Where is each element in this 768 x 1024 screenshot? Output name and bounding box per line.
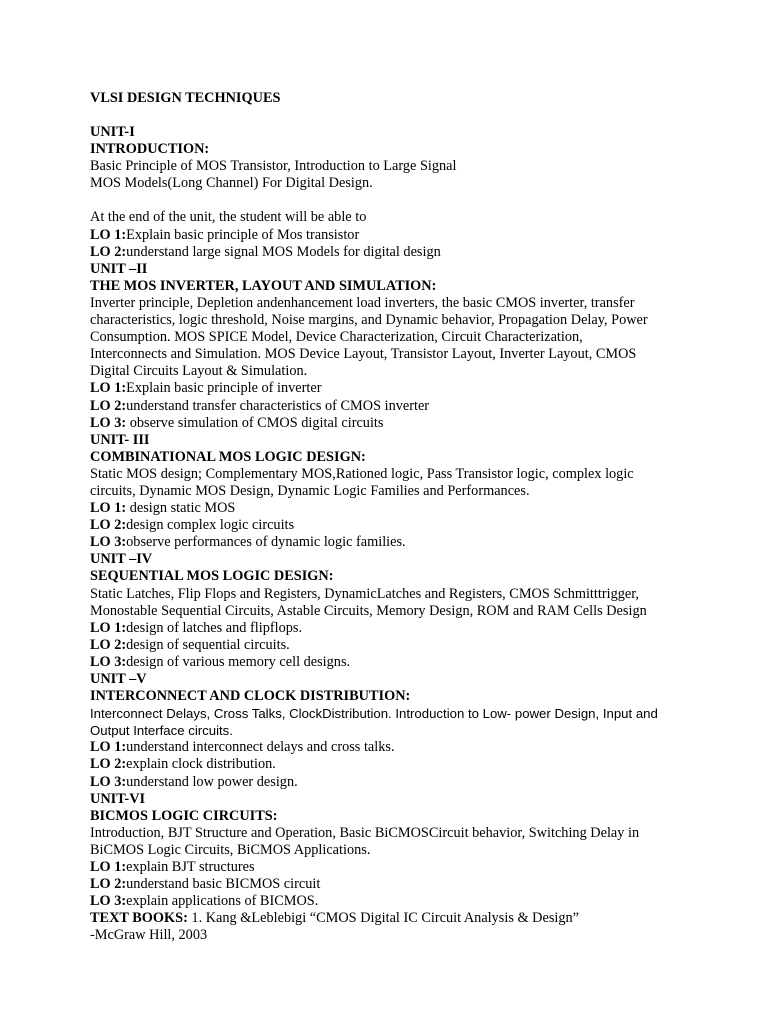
unit-description-line: Static MOS design; Complementary MOS,Rationed logic, Pass Transistor logic, complex logic — [90, 465, 634, 482]
text-books-entry: 1. Kang &Leblebigi “CMOS Digital IC Circuit Analysis & Design” — [187, 910, 579, 927]
learning-outcome-code: LO 2: — [90, 397, 127, 414]
unit-description-line: Output Interface circuits. — [90, 723, 233, 739]
learning-outcome — [90, 534, 680, 551]
learning-outcome-code: LO 3: — [90, 653, 127, 670]
syllabus-document — [90, 90, 680, 945]
unit-heading: COMBINATIONAL MOS LOGIC DESIGN: — [90, 448, 366, 465]
learning-outcome — [90, 227, 680, 244]
paragraph-gap — [90, 192, 680, 209]
unit-description-line: Interconnect Delays, Cross Talks, ClockDistribution. Introduction to Low- power Design, Input and — [90, 706, 658, 722]
learning-outcome-code: LO 1: — [90, 380, 127, 397]
learning-outcome — [90, 739, 680, 756]
unit-heading: THE MOS INVERTER, LAYOUT AND SIMULATION: — [90, 277, 437, 294]
learning-outcome-code: LO 1: — [90, 859, 127, 876]
learning-outcome-code: LO 1: — [90, 500, 127, 517]
learning-outcome-text: design static MOS — [126, 500, 236, 517]
learning-outcome-text: Explain basic principle of inverter — [126, 380, 322, 397]
learning-outcome — [90, 654, 680, 671]
unit-heading: SEQUENTIAL MOS LOGIC DESIGN: — [90, 568, 334, 585]
learning-outcome — [90, 244, 680, 261]
text-books-label: TEXT BOOKS: — [90, 910, 188, 927]
learning-outcome — [90, 876, 680, 893]
learning-outcome-text: understand basic BICMOS circuit — [126, 876, 321, 893]
learning-outcome-text: understand transfer characteristics of CMOS inverter — [126, 397, 430, 414]
learning-outcome-text: observe simulation of CMOS digital circuits — [126, 414, 384, 431]
learning-outcome-text: explain applications of BICMOS. — [126, 893, 319, 910]
learning-outcome — [90, 500, 680, 517]
unit-heading: INTRODUCTION: — [90, 141, 210, 158]
learning-outcome-code: LO 3: — [90, 773, 127, 790]
text-books-line — [90, 910, 680, 927]
unit-section — [90, 671, 680, 791]
learning-outcome — [90, 415, 680, 432]
unit-description-line: Basic Principle of MOS Transistor, Introduction to Large Signal — [90, 158, 457, 175]
unit-heading: BICMOS LOGIC CIRCUITS: — [90, 807, 278, 824]
unit-description-line: Interconnects and Simulation. MOS Device Layout, Transistor Layout, Inverter Layout, CMOS — [90, 346, 637, 363]
learning-outcome-code: LO 2: — [90, 636, 127, 653]
learning-outcome-text: design complex logic circuits — [126, 517, 295, 534]
unit-section — [90, 432, 680, 552]
learning-outcome — [90, 756, 680, 773]
learning-outcome-text: design of various memory cell designs. — [126, 653, 351, 670]
learning-outcome-text: understand large signal MOS Models for digital design — [126, 243, 441, 260]
learning-outcome — [90, 398, 680, 415]
unit-label: UNIT –V — [90, 671, 147, 687]
learning-outcome-code: LO 2: — [90, 756, 127, 773]
unit-section — [90, 261, 680, 432]
learning-outcome-text: design of sequential circuits. — [126, 636, 290, 653]
learning-outcome-text: understand interconnect delays and cross talks. — [126, 739, 395, 756]
learning-outcome-code: LO 2: — [90, 243, 127, 260]
learning-outcome-code: LO 3: — [90, 414, 127, 431]
learning-outcome-code: LO 1: — [90, 619, 127, 636]
learning-outcome — [90, 637, 680, 654]
unit-description-line: Static Latches, Flip Flops and Registers, DynamicLatches and Registers, CMOS Schmitttrigger, — [90, 585, 639, 602]
learning-outcome — [90, 893, 680, 910]
learning-outcome — [90, 380, 680, 397]
learning-outcome-text: explain BJT structures — [126, 859, 255, 876]
learning-outcome — [90, 774, 680, 791]
learning-outcome-text: observe performances of dynamic logic families. — [126, 534, 406, 551]
learning-outcome — [90, 620, 680, 637]
learning-outcome-code: LO 3: — [90, 534, 127, 551]
learning-outcome-text: design of latches and flipflops. — [126, 619, 303, 636]
unit-description-line: Consumption. MOS SPICE Model, Device Characterization, Circuit Characterization, — [90, 329, 583, 346]
unit-description-line: MOS Models(Long Channel) For Digital Design. — [90, 175, 373, 192]
unit-label: UNIT- III — [90, 431, 150, 448]
document-title: VLSI DESIGN TECHNIQUES — [90, 90, 281, 106]
learning-outcome-text: explain clock distribution. — [126, 756, 276, 773]
learning-outcome-code: LO 2: — [90, 517, 127, 534]
units-container — [90, 124, 680, 910]
unit-description-line: characteristics, logic threshold, Noise margins, and Dynamic behavior, Propagation Delay, Power — [90, 312, 648, 329]
unit-heading: INTERCONNECT AND CLOCK DISTRIBUTION: — [90, 688, 411, 705]
unit-description-line: BiCMOS Logic Circuits, BiCMOS Applications. — [90, 841, 371, 858]
unit-section — [90, 124, 680, 261]
learning-outcome-text: Explain basic principle of Mos transistor — [126, 226, 360, 243]
learning-outcome — [90, 859, 680, 876]
unit-label: UNIT –IV — [90, 551, 153, 568]
unit-description-line: Monostable Sequential Circuits, Astable Circuits, Memory Design, ROM and RAM Cells Design — [90, 602, 647, 619]
learning-outcome-code: LO 1: — [90, 226, 127, 243]
unit-description-line: circuits, Dynamic MOS Design, Dynamic Logic Families and Performances. — [90, 482, 530, 499]
unit-label: UNIT-I — [90, 124, 135, 141]
learning-outcome-text: understand low power design. — [126, 773, 298, 790]
unit-description-line: Inverter principle, Depletion andenhancement load inverters, the basic CMOS inverter, transfer — [90, 294, 635, 311]
unit-description-line: Digital Circuits Layout & Simulation. — [90, 363, 308, 380]
learning-outcome-code: LO 3: — [90, 893, 127, 910]
unit-label: UNIT –II — [90, 260, 148, 277]
outcomes-intro: At the end of the unit, the student will be able to — [90, 209, 367, 226]
unit-section — [90, 791, 680, 911]
unit-label: UNIT-VI — [90, 790, 146, 807]
text-books-publisher: -McGraw Hill, 2003 — [90, 927, 208, 944]
learning-outcome-code: LO 2: — [90, 876, 127, 893]
learning-outcome — [90, 517, 680, 534]
learning-outcome-code: LO 1: — [90, 739, 127, 756]
unit-section — [90, 551, 680, 671]
unit-description-line: Introduction, BJT Structure and Operation, Basic BiCMOSCircuit behavior, Switching Delay in — [90, 824, 640, 841]
